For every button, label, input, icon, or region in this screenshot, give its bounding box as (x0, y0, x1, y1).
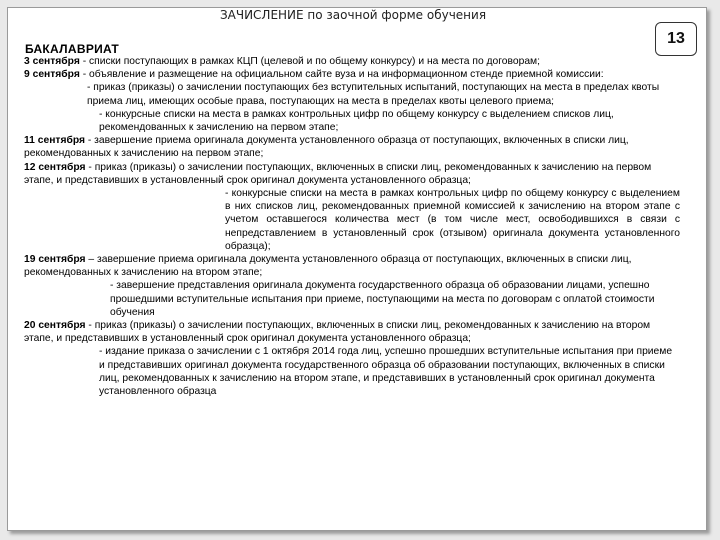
schedule-subitem (24, 81, 680, 107)
item-text: - конкурсные списки на места в рамках контрольных цифр по общему конкурсу с выделением списков лиц, рекомендованных к зачислению на первом этапе; (99, 108, 614, 134)
item-date: 20 сентября (24, 320, 86, 332)
schedule-item (24, 253, 680, 279)
item-text: - объявление и размещение на официальном сайте вуза и на информационном стенде приемной комиссии: (79, 69, 604, 81)
item-text: - издание приказа о зачислении с 1 октября 2014 года лиц, успешно прошедших вступительные испытания при приеме и представивших оригинал документа государственного образца об образовании поступающих, включенных в списки лиц, рекомендованных к зачислению на втором этапе, и представивших в установленный срок оригинал документа установленного образца (99, 346, 673, 398)
item-text: - приказ (приказы) о зачислении поступающих без вступительных испытаний, поступающих на места в пределах квоты приема лиц, имеющих особые права, поступающих на места в пределах квоты целевого приема; (87, 82, 660, 107)
item-date: 3 сентября (24, 56, 80, 67)
item-date: 12 сентября (24, 161, 86, 173)
schedule-subitem (24, 279, 680, 319)
schedule-text (24, 55, 680, 398)
item-text: - завершение приема оригинала документа установленного образца от поступающих, включенных в списки лиц, рекомендованных к зачислению на первом этапе; (24, 135, 629, 160)
item-date: 19 сентября (24, 254, 86, 266)
schedule-item (24, 319, 680, 345)
schedule-subitem (24, 345, 680, 398)
item-text: - списки поступающих в рамках КЦП (целевой и по общему конкурсу) и на места по договорам; (79, 56, 541, 67)
page-number-badge: 13 (655, 22, 697, 56)
schedule-item (24, 161, 680, 187)
item-text: - приказ (приказы) о зачислении поступающих, включенных в списки лиц, рекомендованных к зачислению на втором этапе, и представивших в установленный срок оригинал документа установленного образца; (24, 320, 651, 345)
item-text: - приказ (приказы) о зачислении поступающих, включенных в списки лиц, рекомендованных к зачислению на первом этапе, и представивших в установленный срок оригинал документа установленного образца; (24, 161, 652, 186)
item-text: – завершение приема оригинала документа установленного образца от поступающих, включенных в списки лиц, рекомендованных к зачислению на втором этапе; (24, 254, 632, 279)
schedule-item (24, 68, 680, 81)
schedule-item (24, 134, 680, 160)
item-text: - завершение представления оригинала документа государственного образца об образовании лицами, успешно прошедшими вступительные испытания при приеме, поступающими на места по договорам с оплатой стоимости обучения (110, 280, 655, 318)
schedule-item (24, 55, 680, 68)
schedule-subitem (24, 108, 680, 134)
item-text: - конкурсные списки на места в рамках контрольных цифр по общему конкурсу с выделением в них списков лиц, рекомендованных приемной комиссией к зачислению на втором этапе с учетом оставшегося количества мест (в том числе мест, освободившихся в связи с непредставлением в установленный срок (отзывом) оригинала документа установленного образца); (225, 188, 680, 252)
slide-title: ЗАЧИСЛЕНИЕ по заочной форме обучения (219, 8, 487, 22)
schedule-subitem (24, 187, 680, 253)
section-heading: БАКАЛАВРИАТ (25, 42, 120, 56)
item-date: 11 сентября (24, 135, 85, 147)
item-date: 9 сентября (24, 69, 80, 81)
